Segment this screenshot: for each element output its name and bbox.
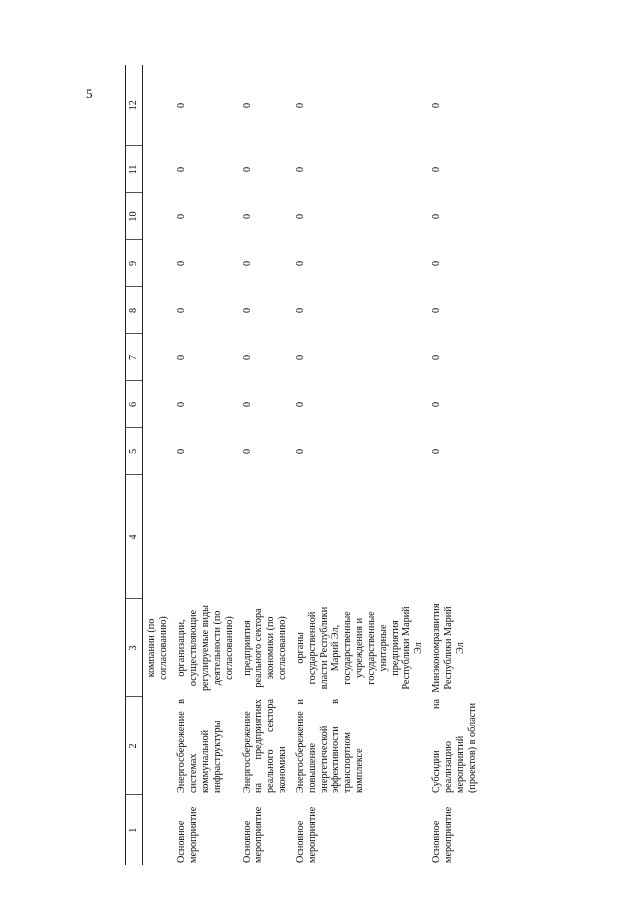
row-type: Основное мероприятие	[176, 806, 200, 863]
header-cell: 1	[126, 795, 143, 865]
row-name: Энергосбережение и повышение энергетической эффективности в транспортном комплексе	[294, 699, 366, 793]
program-table	[125, 65, 481, 865]
value-cell: 0	[294, 354, 306, 361]
header-cell: 5	[126, 428, 143, 475]
value-cell: 0	[294, 102, 306, 109]
row-type: Основное мероприятие	[431, 806, 454, 863]
value-cell: 0	[241, 354, 253, 361]
rotated-table-block	[125, 65, 640, 865]
continuation-text: компании (по согласованию)	[145, 616, 169, 680]
value-cell: 0	[241, 448, 253, 455]
header-cell: 9	[126, 240, 143, 287]
value-cell: 0	[294, 448, 306, 455]
value-cell: 0	[241, 102, 253, 109]
header-cell: 7	[126, 334, 143, 381]
header-cell: 4	[126, 475, 143, 599]
row-executor: Минэкономразвития Республики Марий Эл	[431, 603, 466, 693]
row-type: Основное мероприятие	[294, 806, 318, 863]
value-cell: 0	[431, 213, 443, 220]
value-cell: 0	[241, 401, 253, 408]
value-cell: 0	[431, 166, 443, 173]
value-cell: 0	[294, 166, 306, 173]
row-executor: организации, осуществляющие регулируемые виды деятельности (по согласованию)	[176, 604, 235, 692]
value-cell: 0	[176, 260, 188, 267]
header-cell: 10	[126, 193, 143, 240]
table-row	[428, 65, 481, 865]
header-cell: 12	[126, 65, 143, 146]
value-cell: 0	[294, 213, 306, 220]
value-cell: 0	[431, 102, 443, 109]
header-cell: 6	[126, 381, 143, 428]
row-type: Основное мероприятие	[241, 806, 265, 863]
value-cell: 0	[241, 260, 253, 267]
value-cell: 0	[294, 307, 306, 314]
value-cell: 0	[241, 166, 253, 173]
value-cell: 0	[431, 448, 443, 455]
table-row	[239, 65, 292, 865]
continuation-row	[142, 65, 173, 865]
row-name: Энергосбережение в системах коммунальной инфраструктуры	[176, 699, 223, 793]
value-cell: 0	[176, 307, 188, 314]
value-cell: 0	[431, 401, 443, 408]
header-cell: 8	[126, 287, 143, 334]
row-executor: органы государственной власти Республики Марий Эл, государственные учреждения и государственные унитарные предприятия Республики Марий Эл	[294, 606, 425, 690]
value-cell: 0	[241, 213, 253, 220]
value-cell: 0	[241, 307, 253, 314]
header-cell: 3	[126, 599, 143, 697]
row-executor: предприятия реального сектора экономики (по согласованию)	[241, 608, 289, 688]
table-row	[173, 65, 238, 865]
value-cell: 0	[176, 354, 188, 361]
value-cell: 0	[176, 448, 188, 455]
value-cell: 0	[176, 213, 188, 220]
value-cell: 0	[176, 166, 188, 173]
row-name: Энергосбережение на предприятиях реального сектора экономики	[241, 699, 289, 793]
value-cell: 0	[176, 102, 188, 109]
row-name: Субсидии на реализацию мероприятий (проектов) в области	[431, 699, 478, 793]
page-number: 5	[86, 86, 93, 101]
header-cell: 11	[126, 146, 143, 193]
value-cell: 0	[294, 260, 306, 267]
value-cell: 0	[431, 354, 443, 361]
value-cell: 0	[431, 307, 443, 314]
table-row	[292, 65, 428, 865]
value-cell: 0	[431, 260, 443, 267]
value-cell: 0	[294, 401, 306, 408]
header-row	[126, 65, 143, 865]
value-cell: 0	[176, 401, 188, 408]
header-cell: 2	[126, 697, 143, 795]
